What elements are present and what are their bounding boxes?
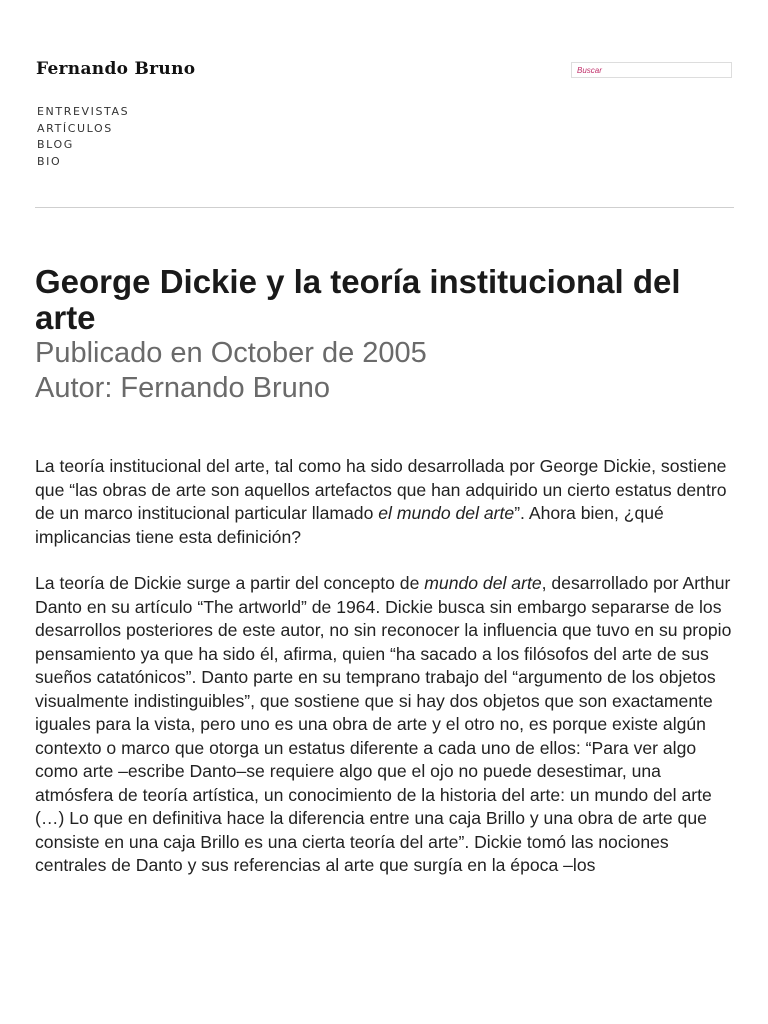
article-author: Autor: Fernando Bruno — [35, 372, 331, 404]
paragraph-text: La teoría de Dickie surge a partir del concepto de — [35, 573, 425, 593]
nav-item-articulos[interactable]: ARTÍCULOS — [37, 121, 113, 135]
article-title: George Dickie y la teoría institucional del arte — [35, 263, 681, 336]
site-title[interactable]: Fernando Bruno — [36, 59, 196, 79]
main-nav — [37, 104, 129, 170]
paragraph-text: La teoría institucional del arte, tal como ha sido desarrollada por George Dickie, sostiene que “las obras de arte son aquellos artefactos que han adquirido un cierto estatus dentro de un marco institucional particular llamado — [35, 456, 727, 523]
emphasis-text: mundo del arte — [424, 573, 542, 593]
header-divider — [35, 207, 734, 208]
nav-item-blog[interactable]: BLOG — [37, 138, 74, 151]
published-date: Publicado en October de 2005 — [35, 337, 427, 369]
nav-item-entrevistas[interactable]: ENTREVISTAS — [37, 105, 130, 118]
paragraph-text: , desarrollado por Arthur Danto en su artículo “The artworld” de 1964. Dickie busca sin embargo separarse de los desarrollos posteriores de este autor, no sin reconocer la influencia que tuvo en su propio pensamiento ya que ha sido él, afirma, quien “ha sacado a los filósofos del arte de sus sueños catatónicos”. Danto parte en su temprano trabajo del “argumento de los objetos visualmente indistinguibles”, que sostiene que si hay dos objetos que son exactamente iguales para la vista, pero uno es una obra de arte y el otro no, es porque existe algún contexto o marco que otorga un estatus diferente a cada uno de ellos: “Para ver algo como arte –escribe Danto–se requiere algo que el ojo no puede desestimar, una atmósfera de teoría artística, un conocimiento de la historia del arte: un mundo del arte (…) Lo que en definitiva hace la diferencia entre una caja Brillo y una obra de arte que consiste en una caja Brillo es una cierta teoría del arte”. Dickie tomó las nociones centrales de Danto y sus referencias al arte que surgía en la época –los — [35, 573, 732, 875]
paragraph-text: ”. Ahora bien, ¿qué implicancias tiene esta definición? — [35, 503, 664, 547]
paragraph-1 — [35, 455, 735, 549]
nav-item-bio[interactable]: BIO — [37, 154, 62, 168]
paragraph-2 — [35, 572, 735, 878]
search-input[interactable] — [571, 62, 732, 78]
emphasis-text: el mundo del arte — [378, 503, 515, 523]
article-body — [35, 455, 735, 901]
article-meta — [35, 336, 427, 406]
